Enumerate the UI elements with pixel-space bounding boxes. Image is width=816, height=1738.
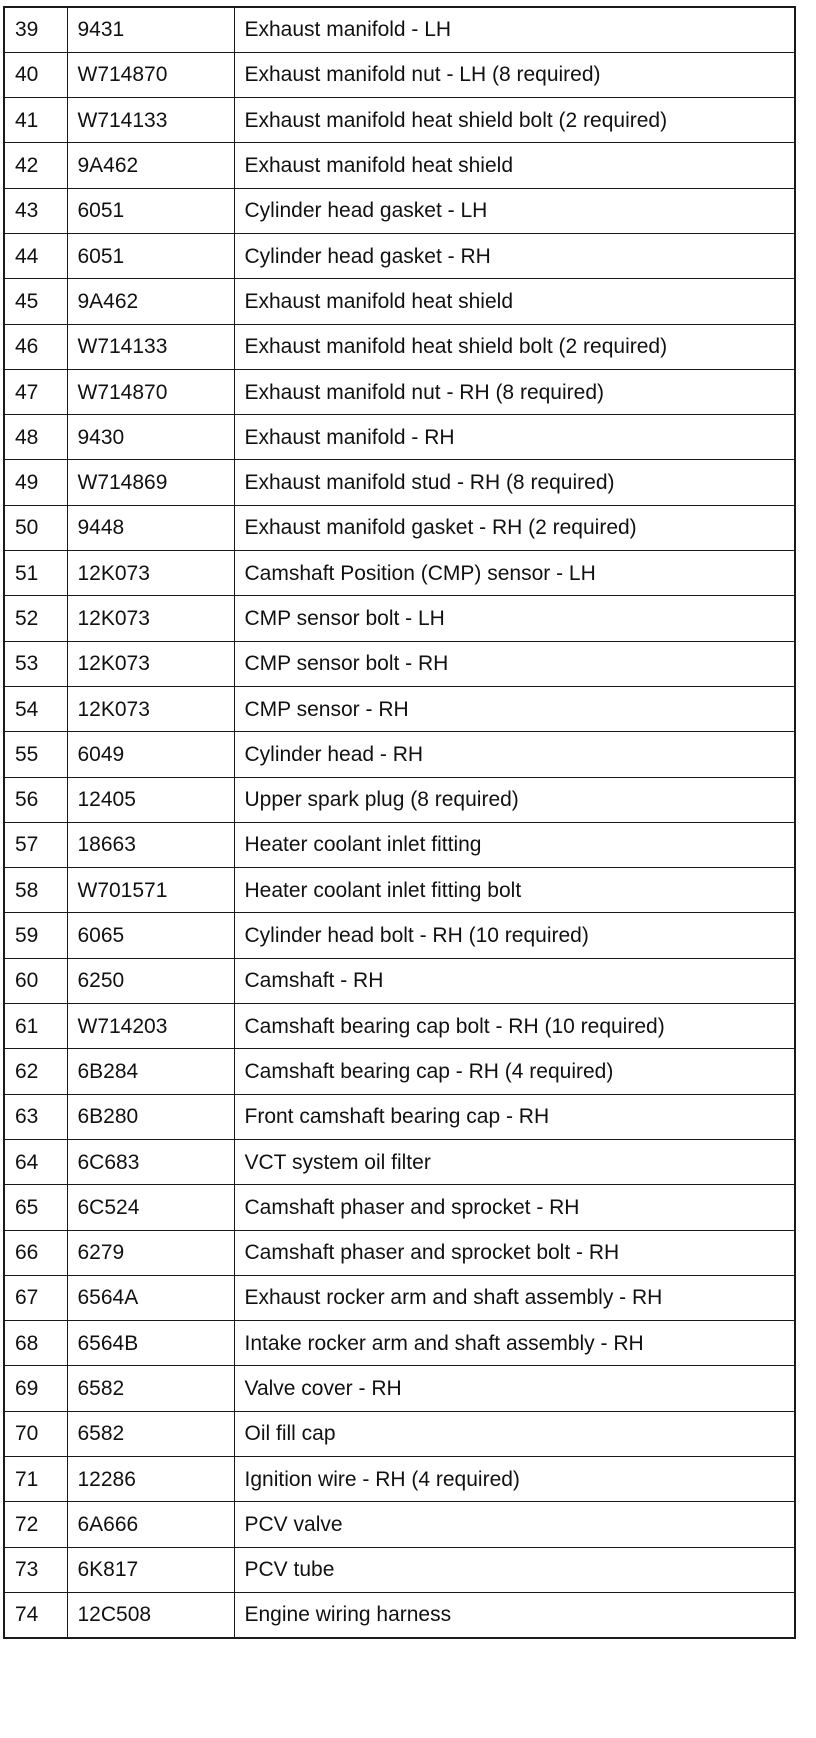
part-number-cell: 12K073 (67, 686, 234, 731)
item-number-cell: 54 (4, 686, 67, 731)
item-number-cell: 48 (4, 415, 67, 460)
item-number-cell: 49 (4, 460, 67, 505)
part-number-cell: W714203 (67, 1004, 234, 1049)
table-row (4, 732, 795, 777)
part-number-cell: 9431 (67, 7, 234, 52)
description-cell: Exhaust manifold - LH (234, 7, 795, 52)
part-number-cell: 6582 (67, 1366, 234, 1411)
description-cell: Camshaft Position (CMP) sensor - LH (234, 551, 795, 596)
description-cell: Exhaust manifold heat shield bolt (2 required) (234, 324, 795, 369)
item-number-cell: 64 (4, 1139, 67, 1184)
part-number-cell: 12286 (67, 1457, 234, 1502)
item-number-cell: 66 (4, 1230, 67, 1275)
item-number-cell: 44 (4, 233, 67, 278)
table-row (4, 1502, 795, 1547)
table-row (4, 1230, 795, 1275)
item-number-cell: 43 (4, 188, 67, 233)
item-number-cell: 67 (4, 1275, 67, 1320)
part-number-cell: W714869 (67, 460, 234, 505)
description-cell: Cylinder head bolt - RH (10 required) (234, 913, 795, 958)
table-row (4, 822, 795, 867)
description-cell: Cylinder head - RH (234, 732, 795, 777)
part-number-cell: 6279 (67, 1230, 234, 1275)
item-number-cell: 40 (4, 52, 67, 97)
item-number-cell: 39 (4, 7, 67, 52)
description-cell: Camshaft bearing cap bolt - RH (10 required) (234, 1004, 795, 1049)
item-number-cell: 55 (4, 732, 67, 777)
item-number-cell: 70 (4, 1411, 67, 1456)
table-row (4, 1457, 795, 1502)
part-number-cell: 9430 (67, 415, 234, 460)
item-number-cell: 74 (4, 1592, 67, 1637)
part-number-cell: W714133 (67, 98, 234, 143)
description-cell: Camshaft - RH (234, 958, 795, 1003)
table-row (4, 1004, 795, 1049)
item-number-cell: 45 (4, 279, 67, 324)
part-number-cell: W701571 (67, 868, 234, 913)
description-cell: Exhaust manifold heat shield (234, 143, 795, 188)
part-number-cell: 6049 (67, 732, 234, 777)
item-number-cell: 42 (4, 143, 67, 188)
part-number-cell: 6C683 (67, 1139, 234, 1184)
table-row (4, 188, 795, 233)
description-cell: PCV tube (234, 1547, 795, 1592)
description-cell: Exhaust manifold gasket - RH (2 required) (234, 505, 795, 550)
part-number-cell: 6A666 (67, 1502, 234, 1547)
table-row (4, 143, 795, 188)
part-number-cell: W714133 (67, 324, 234, 369)
table-row (4, 1366, 795, 1411)
part-number-cell: 12K073 (67, 641, 234, 686)
description-cell: Engine wiring harness (234, 1592, 795, 1637)
table-row (4, 52, 795, 97)
part-number-cell: 6B280 (67, 1094, 234, 1139)
description-cell: Ignition wire - RH (4 required) (234, 1457, 795, 1502)
item-number-cell: 41 (4, 98, 67, 143)
part-number-cell: 6051 (67, 188, 234, 233)
table-row (4, 641, 795, 686)
part-number-cell: 12K073 (67, 596, 234, 641)
part-number-cell: 6564B (67, 1321, 234, 1366)
description-cell: CMP sensor bolt - RH (234, 641, 795, 686)
table-row (4, 686, 795, 731)
item-number-cell: 60 (4, 958, 67, 1003)
description-cell: Camshaft phaser and sprocket bolt - RH (234, 1230, 795, 1275)
part-number-cell: 6065 (67, 913, 234, 958)
part-number-cell: 6B284 (67, 1049, 234, 1094)
part-number-cell: 6C524 (67, 1185, 234, 1230)
item-number-cell: 72 (4, 1502, 67, 1547)
description-cell: Front camshaft bearing cap - RH (234, 1094, 795, 1139)
table-row (4, 1411, 795, 1456)
description-cell: Cylinder head gasket - LH (234, 188, 795, 233)
table-row (4, 98, 795, 143)
part-number-cell: 12C508 (67, 1592, 234, 1637)
item-number-cell: 56 (4, 777, 67, 822)
description-cell: VCT system oil filter (234, 1139, 795, 1184)
description-cell: PCV valve (234, 1502, 795, 1547)
description-cell: Exhaust manifold - RH (234, 415, 795, 460)
table-row (4, 1321, 795, 1366)
table-row (4, 913, 795, 958)
description-cell: Cylinder head gasket - RH (234, 233, 795, 278)
part-number-cell: 9A462 (67, 279, 234, 324)
table-row (4, 1547, 795, 1592)
description-cell: Upper spark plug (8 required) (234, 777, 795, 822)
table-row (4, 1185, 795, 1230)
table-row (4, 1094, 795, 1139)
table-row (4, 415, 795, 460)
table-row (4, 551, 795, 596)
item-number-cell: 58 (4, 868, 67, 913)
table-row (4, 233, 795, 278)
description-cell: CMP sensor - RH (234, 686, 795, 731)
part-number-cell: W714870 (67, 52, 234, 97)
item-number-cell: 57 (4, 822, 67, 867)
item-number-cell: 46 (4, 324, 67, 369)
table-row (4, 1049, 795, 1094)
item-number-cell: 65 (4, 1185, 67, 1230)
table-row (4, 324, 795, 369)
table-row (4, 369, 795, 414)
item-number-cell: 69 (4, 1366, 67, 1411)
table-row (4, 1139, 795, 1184)
description-cell: Heater coolant inlet fitting (234, 822, 795, 867)
table-row (4, 1592, 795, 1637)
part-number-cell: 12K073 (67, 551, 234, 596)
description-cell: Oil fill cap (234, 1411, 795, 1456)
parts-table-body (4, 7, 795, 1638)
item-number-cell: 61 (4, 1004, 67, 1049)
part-number-cell: 18663 (67, 822, 234, 867)
item-number-cell: 59 (4, 913, 67, 958)
part-number-cell: 9A462 (67, 143, 234, 188)
item-number-cell: 52 (4, 596, 67, 641)
item-number-cell: 68 (4, 1321, 67, 1366)
description-cell: Exhaust manifold heat shield (234, 279, 795, 324)
description-cell: CMP sensor bolt - LH (234, 596, 795, 641)
table-row (4, 868, 795, 913)
description-cell: Exhaust rocker arm and shaft assembly - RH (234, 1275, 795, 1320)
part-number-cell: W714870 (67, 369, 234, 414)
table-row (4, 460, 795, 505)
item-number-cell: 73 (4, 1547, 67, 1592)
table-row (4, 1275, 795, 1320)
part-number-cell: 6564A (67, 1275, 234, 1320)
description-cell: Intake rocker arm and shaft assembly - RH (234, 1321, 795, 1366)
description-cell: Exhaust manifold nut - LH (8 required) (234, 52, 795, 97)
item-number-cell: 53 (4, 641, 67, 686)
part-number-cell: 6051 (67, 233, 234, 278)
part-number-cell: 9448 (67, 505, 234, 550)
description-cell: Valve cover - RH (234, 1366, 795, 1411)
item-number-cell: 50 (4, 505, 67, 550)
part-number-cell: 6K817 (67, 1547, 234, 1592)
item-number-cell: 62 (4, 1049, 67, 1094)
part-number-cell: 12405 (67, 777, 234, 822)
table-row (4, 958, 795, 1003)
item-number-cell: 47 (4, 369, 67, 414)
parts-table (3, 6, 796, 1639)
part-number-cell: 6582 (67, 1411, 234, 1456)
description-cell: Exhaust manifold heat shield bolt (2 required) (234, 98, 795, 143)
item-number-cell: 51 (4, 551, 67, 596)
table-row (4, 279, 795, 324)
table-row (4, 505, 795, 550)
description-cell: Heater coolant inlet fitting bolt (234, 868, 795, 913)
table-row (4, 7, 795, 52)
description-cell: Camshaft phaser and sprocket - RH (234, 1185, 795, 1230)
table-row (4, 777, 795, 822)
table-row (4, 596, 795, 641)
description-cell: Exhaust manifold nut - RH (8 required) (234, 369, 795, 414)
item-number-cell: 71 (4, 1457, 67, 1502)
item-number-cell: 63 (4, 1094, 67, 1139)
description-cell: Camshaft bearing cap - RH (4 required) (234, 1049, 795, 1094)
description-cell: Exhaust manifold stud - RH (8 required) (234, 460, 795, 505)
part-number-cell: 6250 (67, 958, 234, 1003)
